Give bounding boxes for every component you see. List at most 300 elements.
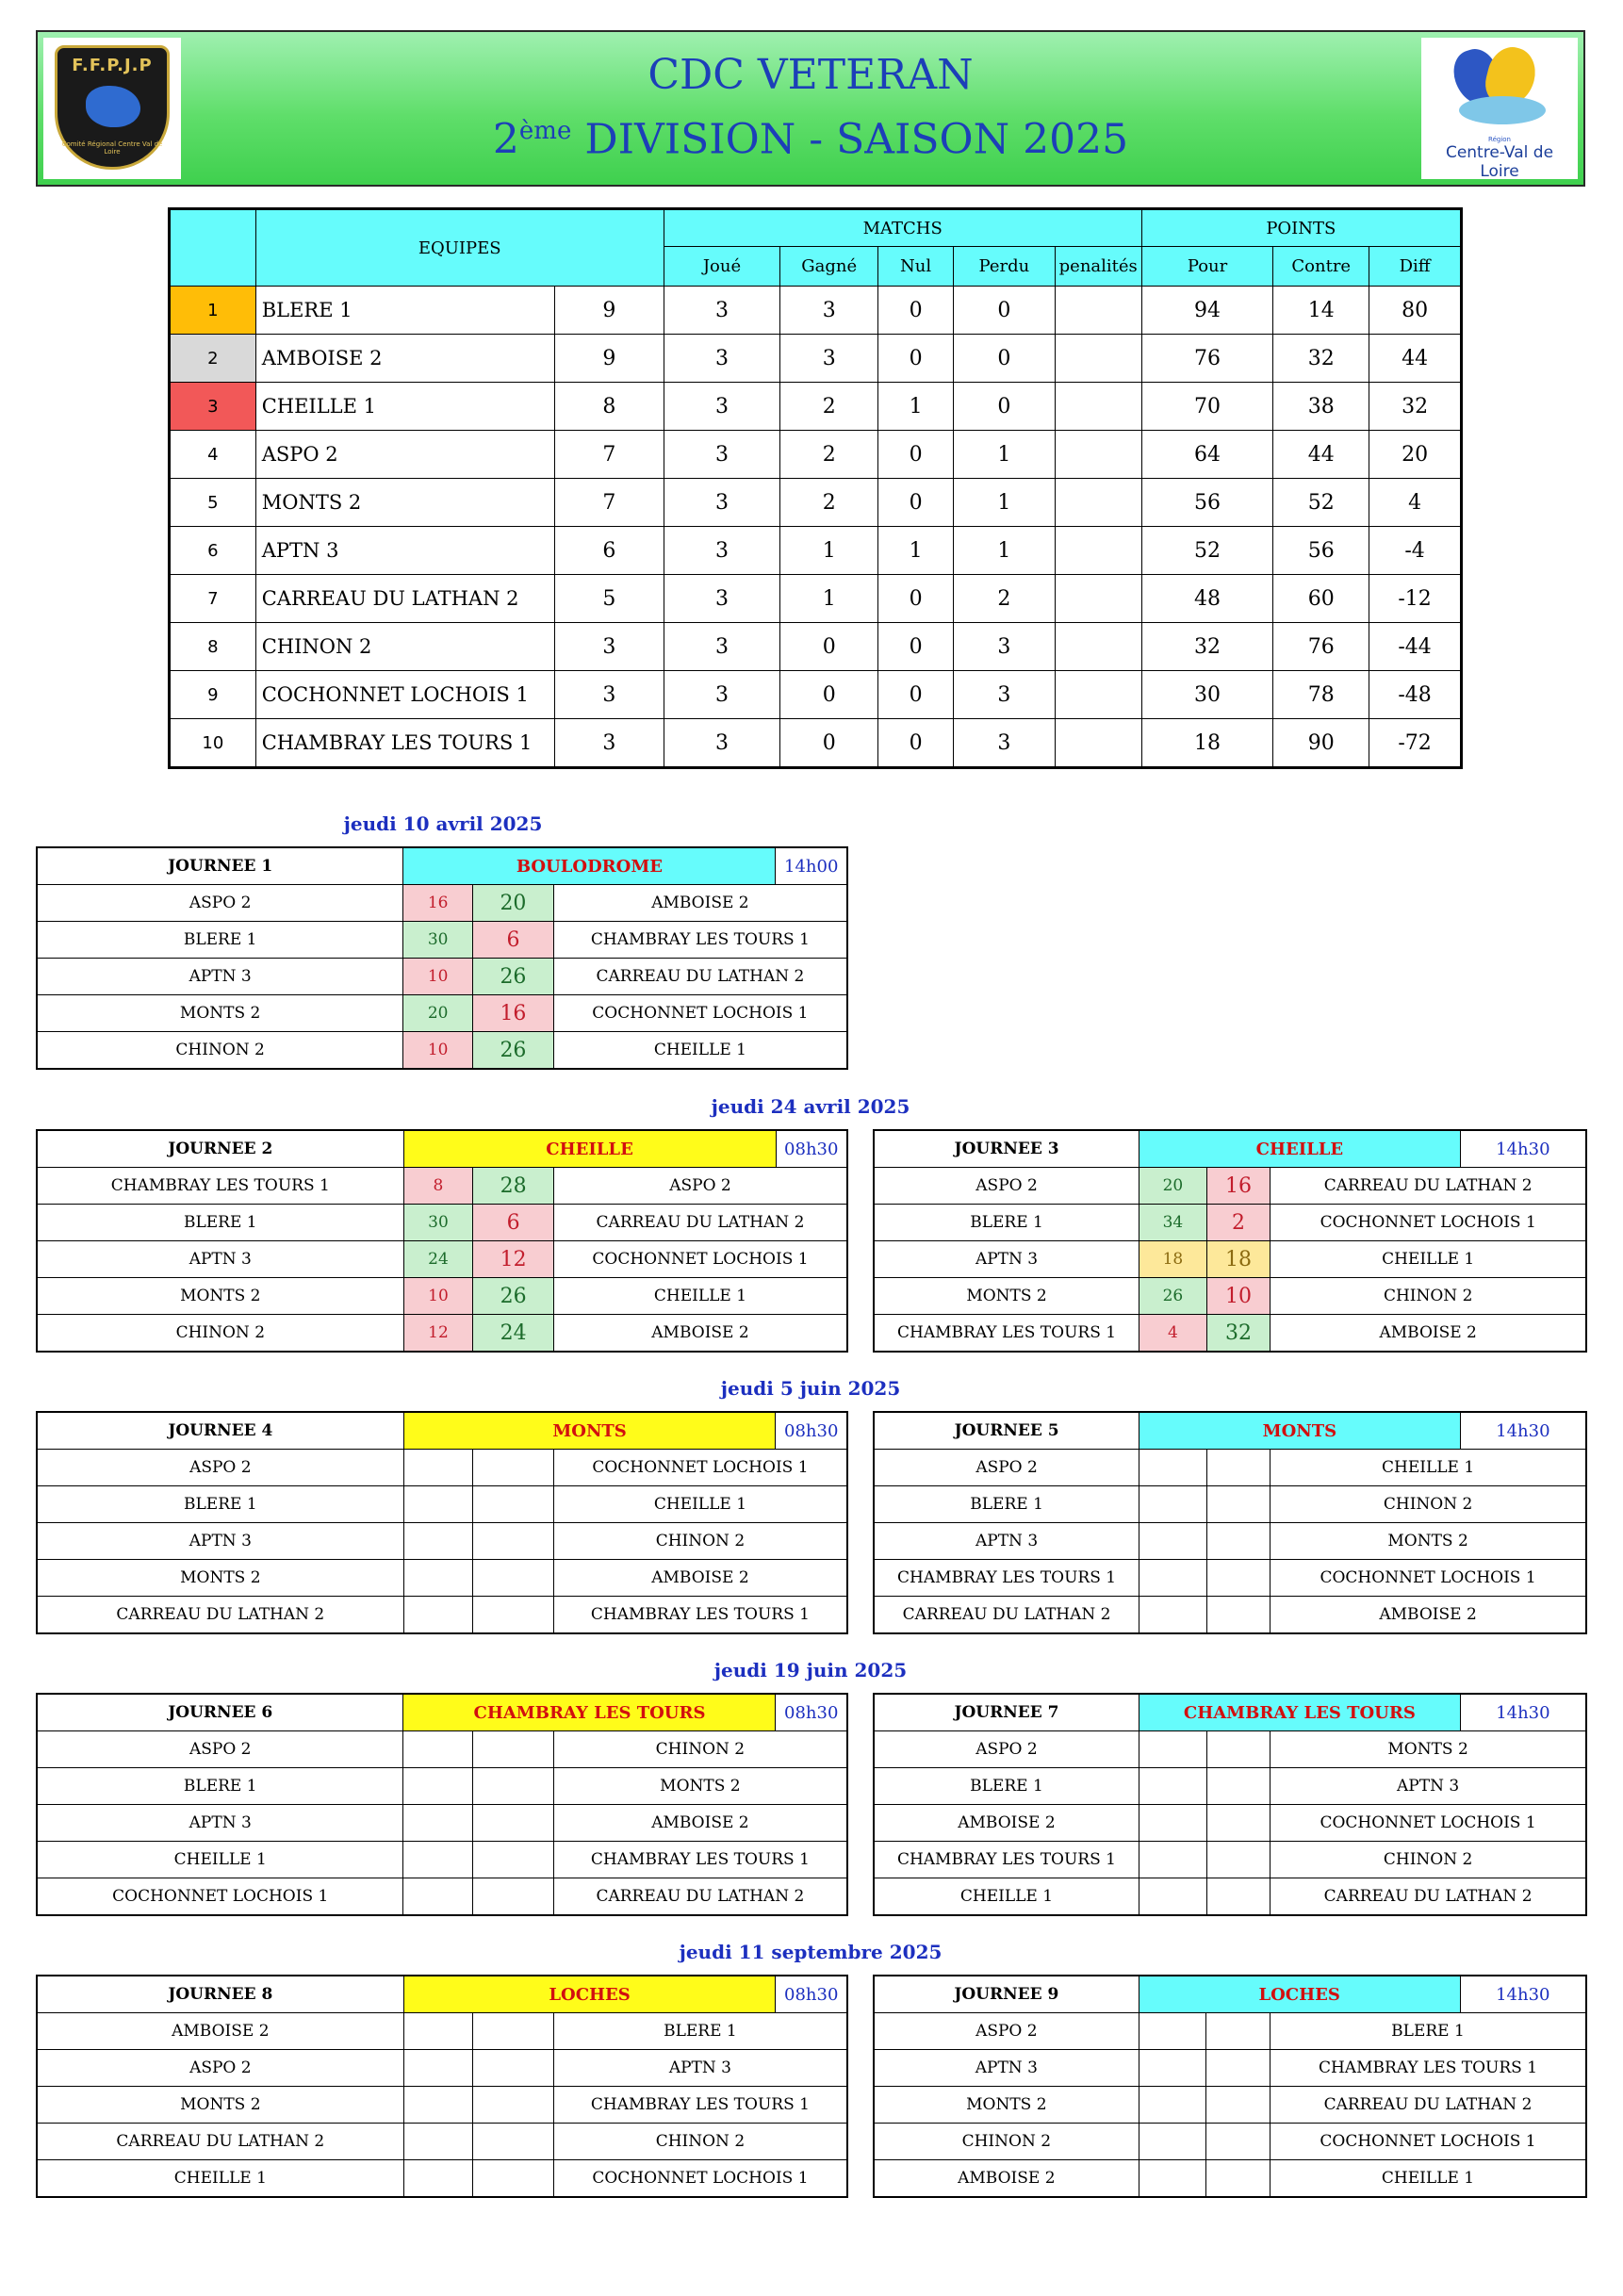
pts-cell: 7 [555, 431, 664, 479]
away-team: CHINON 2 [553, 1523, 847, 1560]
home-team: BLERE 1 [37, 1205, 403, 1241]
perdu-cell: 1 [953, 431, 1055, 479]
round-venue: MONTS [1139, 1412, 1461, 1450]
away-team: COCHONNET LOCHOIS 1 [553, 1241, 847, 1278]
pour-cell: 18 [1141, 719, 1273, 768]
match-row [874, 1523, 1586, 1560]
standings-row [170, 575, 1462, 623]
gagne-cell: 3 [780, 335, 878, 383]
match-row [37, 1768, 847, 1805]
contre-cell: 60 [1273, 575, 1369, 623]
away-score [473, 2124, 554, 2160]
rank-cell: 2 [170, 335, 256, 383]
nul-cell: 1 [878, 383, 954, 431]
match-row [37, 995, 847, 1032]
page-header [36, 30, 1585, 187]
gagne-cell: 2 [780, 479, 878, 527]
away-score [473, 2013, 554, 2050]
home-team: MONTS 2 [874, 1278, 1139, 1315]
home-team: MONTS 2 [37, 995, 403, 1032]
round-header-row [874, 1130, 1586, 1168]
home-team: AMBOISE 2 [874, 2160, 1139, 2198]
home-score [1139, 1878, 1206, 1916]
division-number: 2 [492, 115, 519, 164]
round-table-j1 [36, 846, 848, 1070]
away-team: CARREAU DU LATHAN 2 [1271, 1168, 1586, 1205]
home-team: APTN 3 [37, 1805, 403, 1842]
pour-cell: 94 [1141, 287, 1273, 335]
perdu-cell: 1 [953, 527, 1055, 575]
away-team: CHINON 2 [1271, 1278, 1586, 1315]
perdu-cell: 3 [953, 671, 1055, 719]
away-team: BLERE 1 [1270, 2013, 1586, 2050]
round-header-row [874, 1694, 1586, 1731]
away-score [1206, 1731, 1271, 1768]
away-score: 26 [473, 1032, 554, 1070]
round-time: 08h30 [776, 1976, 847, 2013]
contre-cell: 38 [1273, 383, 1369, 431]
home-score: 10 [403, 959, 473, 995]
pen-cell [1055, 671, 1141, 719]
round-header-row [874, 1976, 1586, 2013]
match-row [37, 1731, 847, 1768]
away-team: CARREAU DU LATHAN 2 [553, 1878, 847, 1916]
round-title: JOURNEE 2 [37, 1130, 403, 1168]
region-name: Centre-Val de Loire [1445, 143, 1554, 181]
match-row [37, 1278, 847, 1315]
contre-cell: 76 [1273, 623, 1369, 671]
joue-cell: 3 [664, 719, 780, 768]
round-venue: CHAMBRAY LES TOURS [1139, 1694, 1460, 1731]
pts-cell: 3 [555, 623, 664, 671]
home-score: 20 [403, 995, 473, 1032]
rank-cell: 4 [170, 431, 256, 479]
diff-cell: -4 [1369, 527, 1462, 575]
away-team: CHAMBRAY LES TOURS 1 [553, 1842, 847, 1878]
home-score [403, 2013, 473, 2050]
round-header-row [37, 1976, 847, 2013]
match-row [874, 1842, 1586, 1878]
home-team: CHAMBRAY LES TOURS 1 [874, 1842, 1139, 1878]
away-score [473, 1450, 554, 1486]
standings-body [170, 287, 1462, 768]
away-team: APTN 3 [1271, 1768, 1586, 1805]
home-team: AMBOISE 2 [874, 1805, 1139, 1842]
home-team: MONTS 2 [37, 1278, 403, 1315]
gagne-cell: 0 [780, 671, 878, 719]
standings-row [170, 719, 1462, 768]
standings-table [168, 207, 1463, 769]
away-score [473, 2050, 554, 2087]
pour-cell: 48 [1141, 575, 1273, 623]
team-cell: AMBOISE 2 [255, 335, 554, 383]
pts-cell: 3 [555, 719, 664, 768]
home-team: APTN 3 [874, 1241, 1139, 1278]
home-score [403, 1450, 473, 1486]
match-row [37, 1450, 847, 1486]
match-row [874, 1560, 1586, 1597]
away-team: MONTS 2 [1271, 1523, 1586, 1560]
round-header-row [37, 1130, 847, 1168]
diff-cell: 4 [1369, 479, 1462, 527]
contre-cell: 44 [1273, 431, 1369, 479]
nul-cell: 0 [878, 431, 954, 479]
match-row [37, 1805, 847, 1842]
round-date: jeudi 11 septembre 2025 [679, 1941, 943, 1963]
away-score: 26 [473, 1278, 554, 1315]
away-team: CHINON 2 [553, 2124, 847, 2160]
home-score: 20 [1139, 1168, 1207, 1205]
away-team: CHEILLE 1 [553, 1032, 847, 1070]
away-score [1206, 1768, 1271, 1805]
away-score [1206, 1597, 1271, 1634]
match-row [37, 2160, 847, 2198]
contre-cell: 32 [1273, 335, 1369, 383]
away-team: CHEILLE 1 [1271, 1241, 1586, 1278]
round-table-j9 [873, 1975, 1587, 2198]
home-score [1139, 1731, 1206, 1768]
away-score: 20 [473, 885, 554, 922]
home-score [1139, 1805, 1206, 1842]
perdu-cell: 0 [953, 383, 1055, 431]
pts-cell: 5 [555, 575, 664, 623]
away-score [473, 1805, 554, 1842]
region-logo [1421, 38, 1578, 179]
away-team: CHEILLE 1 [553, 1278, 847, 1315]
contre-cell: 78 [1273, 671, 1369, 719]
pour-cell: 32 [1141, 623, 1273, 671]
away-team: CHEILLE 1 [1270, 2160, 1586, 2198]
diff-header: Diff [1369, 247, 1462, 287]
pts-cell: 7 [555, 479, 664, 527]
title-line-1: CDC VETERAN [648, 51, 974, 99]
away-team: COCHONNET LOCHOIS 1 [1271, 1205, 1586, 1241]
away-team: AMBOISE 2 [1271, 1315, 1586, 1353]
rank-cell: 6 [170, 527, 256, 575]
contre-cell: 52 [1273, 479, 1369, 527]
away-score [1206, 2124, 1271, 2160]
region-logo-text [1429, 136, 1570, 181]
round-venue: LOCHES [1139, 1976, 1460, 2013]
ffpjp-logo-text: F.F.P.J.P [72, 56, 153, 75]
home-score: 26 [1139, 1278, 1207, 1315]
round-time: 14h30 [1460, 1130, 1586, 1168]
division-season: DIVISION - SAISON 2025 [571, 115, 1129, 164]
away-score: 16 [1206, 1168, 1271, 1205]
diff-cell: -12 [1369, 575, 1462, 623]
joue-header: Joué [664, 247, 780, 287]
joue-cell: 3 [664, 287, 780, 335]
home-score [1139, 1597, 1207, 1634]
round-table-j7 [873, 1693, 1587, 1916]
match-row [874, 1878, 1586, 1916]
standings-row [170, 671, 1462, 719]
nul-cell: 0 [878, 335, 954, 383]
away-team: CHAMBRAY LES TOURS 1 [1270, 2050, 1586, 2087]
nul-header: Nul [878, 247, 954, 287]
match-row [874, 1450, 1586, 1486]
joue-cell: 3 [664, 479, 780, 527]
match-row [874, 2087, 1586, 2124]
away-score [1206, 1486, 1271, 1523]
match-row [37, 1315, 847, 1353]
home-team: BLERE 1 [874, 1205, 1139, 1241]
contre-cell: 56 [1273, 527, 1369, 575]
away-team: CHEILLE 1 [553, 1486, 847, 1523]
contre-header: Contre [1273, 247, 1369, 287]
round-header-row [37, 847, 847, 885]
standings-row [170, 527, 1462, 575]
round-time: 08h30 [776, 1412, 847, 1450]
home-team: CHEILLE 1 [874, 1878, 1139, 1916]
standings-row [170, 335, 1462, 383]
away-team: AMBOISE 2 [553, 885, 847, 922]
rank-cell: 8 [170, 623, 256, 671]
pen-cell [1055, 623, 1141, 671]
home-team: COCHONNET LOCHOIS 1 [37, 1878, 403, 1916]
gagne-cell: 3 [780, 287, 878, 335]
pts-cell: 9 [555, 335, 664, 383]
gagne-cell: 0 [780, 719, 878, 768]
home-score [1139, 2124, 1206, 2160]
match-row [37, 1878, 847, 1916]
page-title [38, 49, 1583, 170]
team-cell: CHINON 2 [255, 623, 554, 671]
perdu-cell: 0 [953, 287, 1055, 335]
home-score: 30 [403, 1205, 473, 1241]
away-score: 12 [473, 1241, 554, 1278]
home-score [1139, 1486, 1207, 1523]
diff-cell: 32 [1369, 383, 1462, 431]
nul-cell: 0 [878, 719, 954, 768]
away-score [473, 2160, 554, 2198]
home-score [403, 1597, 473, 1634]
match-row [874, 1768, 1586, 1805]
round-date: jeudi 5 juin 2025 [720, 1377, 901, 1400]
pen-cell [1055, 431, 1141, 479]
joue-cell: 3 [664, 623, 780, 671]
contre-cell: 90 [1273, 719, 1369, 768]
joue-cell: 3 [664, 671, 780, 719]
match-row [874, 1805, 1586, 1842]
nul-cell: 0 [878, 671, 954, 719]
gagne-cell: 1 [780, 575, 878, 623]
round-table-j6 [36, 1693, 848, 1916]
team-cell: MONTS 2 [255, 479, 554, 527]
match-row [37, 1597, 847, 1634]
team-cell: ASPO 2 [255, 431, 554, 479]
home-team: CHEILLE 1 [37, 2160, 403, 2198]
rank-cell: 10 [170, 719, 256, 768]
round-title: JOURNEE 3 [874, 1130, 1139, 1168]
pour-cell: 30 [1141, 671, 1273, 719]
round-time: 14h30 [1460, 1412, 1586, 1450]
pts-cell: 9 [555, 287, 664, 335]
home-score [1139, 1842, 1206, 1878]
diff-cell: 20 [1369, 431, 1462, 479]
home-team: ASPO 2 [874, 1168, 1139, 1205]
joue-cell: 3 [664, 527, 780, 575]
home-team: ASPO 2 [874, 1450, 1139, 1486]
home-score [403, 1842, 473, 1878]
match-row [37, 1560, 847, 1597]
round-title: JOURNEE 6 [37, 1694, 403, 1731]
home-score [403, 2050, 473, 2087]
perdu-cell: 0 [953, 335, 1055, 383]
nul-cell: 0 [878, 575, 954, 623]
pen-cell [1055, 719, 1141, 768]
away-team: ASPO 2 [553, 1168, 847, 1205]
match-row [37, 1523, 847, 1560]
match-row [37, 885, 847, 922]
home-score [1139, 2087, 1206, 2124]
round-header-row [37, 1412, 847, 1450]
home-team: MONTS 2 [37, 2087, 403, 2124]
home-team: ASPO 2 [37, 2050, 403, 2087]
home-team: BLERE 1 [37, 1486, 403, 1523]
home-team: CHINON 2 [37, 1315, 403, 1353]
match-row [874, 1597, 1586, 1634]
home-team: AMBOISE 2 [37, 2013, 403, 2050]
nul-cell: 0 [878, 479, 954, 527]
home-team: MONTS 2 [37, 1560, 403, 1597]
points-header: POINTS [1141, 209, 1461, 247]
round-time: 14h30 [1460, 1694, 1586, 1731]
match-row [37, 2087, 847, 2124]
standings-row [170, 431, 1462, 479]
away-team: MONTS 2 [1271, 1731, 1586, 1768]
gagne-header: Gagné [780, 247, 878, 287]
away-score: 10 [1206, 1278, 1271, 1315]
away-team: CHINON 2 [1271, 1842, 1586, 1878]
round-venue: CHEILLE [403, 1130, 776, 1168]
pour-cell: 56 [1141, 479, 1273, 527]
away-score [1206, 1878, 1271, 1916]
home-score: 12 [403, 1315, 473, 1353]
round-table-j2 [36, 1129, 848, 1353]
match-row [874, 1241, 1586, 1278]
match-row [37, 1842, 847, 1878]
rank-cell: 9 [170, 671, 256, 719]
match-row [37, 1205, 847, 1241]
home-score: 34 [1139, 1205, 1207, 1241]
round-venue: CHEILLE [1139, 1130, 1461, 1168]
home-score [1139, 1523, 1207, 1560]
home-score: 8 [403, 1168, 473, 1205]
pen-cell [1055, 383, 1141, 431]
away-score [1206, 1560, 1271, 1597]
home-score [1139, 2050, 1206, 2087]
away-team: CHAMBRAY LES TOURS 1 [553, 2087, 847, 2124]
round-title: JOURNEE 7 [874, 1694, 1139, 1731]
joue-cell: 3 [664, 575, 780, 623]
rank-cell: 7 [170, 575, 256, 623]
home-team: ASPO 2 [37, 1450, 403, 1486]
team-cell: BLERE 1 [255, 287, 554, 335]
home-team: CARREAU DU LATHAN 2 [874, 1597, 1139, 1634]
match-row [874, 2124, 1586, 2160]
home-score [1139, 1450, 1207, 1486]
home-score [1139, 2013, 1206, 2050]
home-score [403, 1768, 473, 1805]
home-team: ASPO 2 [874, 1731, 1139, 1768]
pen-cell [1055, 335, 1141, 383]
home-team: APTN 3 [874, 1523, 1139, 1560]
home-score [403, 2124, 473, 2160]
away-team: COCHONNET LOCHOIS 1 [1271, 1560, 1586, 1597]
home-score: 10 [403, 1032, 473, 1070]
round-title: JOURNEE 5 [874, 1412, 1139, 1450]
away-team: MONTS 2 [553, 1768, 847, 1805]
diff-cell: 44 [1369, 335, 1462, 383]
nul-cell: 1 [878, 527, 954, 575]
match-row [874, 1486, 1586, 1523]
match-row [37, 959, 847, 995]
matchs-header: MATCHS [664, 209, 1141, 247]
home-score [403, 2160, 473, 2198]
joue-cell: 3 [664, 335, 780, 383]
away-team: AMBOISE 2 [553, 1315, 847, 1353]
round-table-j8 [36, 1975, 848, 2198]
round-table-j4 [36, 1411, 848, 1634]
match-row [874, 2160, 1586, 2198]
pen-cell [1055, 527, 1141, 575]
away-score: 26 [473, 959, 554, 995]
home-team: CARREAU DU LATHAN 2 [37, 2124, 403, 2160]
away-score: 6 [473, 922, 554, 959]
round-venue: MONTS [403, 1412, 776, 1450]
away-team: COCHONNET LOCHOIS 1 [1271, 1805, 1586, 1842]
home-score: 16 [403, 885, 473, 922]
away-team: CHAMBRAY LES TOURS 1 [553, 922, 847, 959]
away-score [1206, 2160, 1271, 2198]
home-team: ASPO 2 [874, 2013, 1139, 2050]
away-score: 6 [473, 1205, 554, 1241]
team-cell: CHAMBRAY LES TOURS 1 [255, 719, 554, 768]
home-team: APTN 3 [874, 2050, 1139, 2087]
match-row [37, 2124, 847, 2160]
nul-cell: 0 [878, 287, 954, 335]
division-suffix: ème [518, 117, 572, 145]
home-team: APTN 3 [37, 1523, 403, 1560]
team-cell: APTN 3 [255, 527, 554, 575]
away-score [1206, 1842, 1271, 1878]
pour-cell: 76 [1141, 335, 1273, 383]
away-score: 2 [1206, 1205, 1271, 1241]
away-score [1206, 2087, 1271, 2124]
home-score [403, 1560, 473, 1597]
match-row [37, 2050, 847, 2087]
round-date: jeudi 19 juin 2025 [713, 1659, 908, 1681]
home-team: BLERE 1 [874, 1768, 1139, 1805]
rank-cell: 1 [170, 287, 256, 335]
home-team: CHAMBRAY LES TOURS 1 [874, 1315, 1139, 1353]
away-score [1206, 2050, 1271, 2087]
away-score [473, 1597, 554, 1634]
away-score [473, 2087, 554, 2124]
home-score: 24 [403, 1241, 473, 1278]
match-row [37, 922, 847, 959]
away-score: 32 [1206, 1315, 1271, 1353]
away-team: AMBOISE 2 [553, 1805, 847, 1842]
match-row [874, 1278, 1586, 1315]
round-venue: LOCHES [403, 1976, 776, 2013]
round-venue: BOULODROME [403, 847, 776, 885]
perdu-cell: 1 [953, 479, 1055, 527]
pts-cell: 3 [555, 671, 664, 719]
away-team: AMBOISE 2 [1271, 1597, 1586, 1634]
away-team: APTN 3 [553, 2050, 847, 2087]
